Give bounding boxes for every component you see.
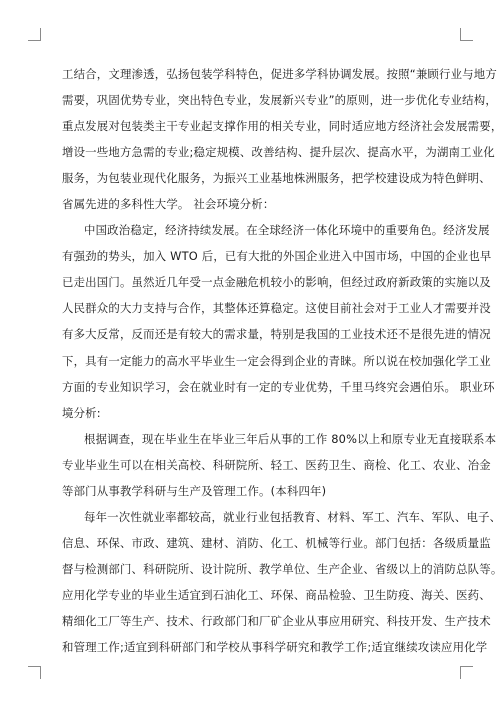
text-line: 督与检测部门、科研院所、设计院所、教学单位、生产企业、省级以上的消防总队等。 (62, 561, 502, 576)
text-line: 应用化学专业的毕业生适宜到石油化工、环保、商品检验、卫生防疫、海关、医药、 (62, 587, 491, 602)
text-line: 重点发展对包装类主干专业起支撑作用的相关专业，同时适应地方经济社会发展需要， (62, 119, 502, 134)
crop-mark-bottom-left (28, 666, 41, 679)
text-line: 需要，巩固优势专业，突出特色专业，发展新兴专业”的原则，进一步优化专业结构， (62, 93, 497, 108)
text-line: 和管理工作;适宜到科研部门和学校从事科学研究和教学工作;适宜继续攻读应用化学 (62, 640, 488, 655)
text-line: 根据调查，现在毕业生在毕业三年后从事的工作 80%以上和原专业无直接联系本 (84, 431, 497, 446)
text-line: 已走出国门。虽然近几年受一点金融危机较小的影响，但经过政府新政策的实施以及 (62, 275, 491, 290)
crop-mark-bottom-right (460, 666, 473, 679)
crop-mark-top-left (28, 28, 41, 41)
document-body (62, 61, 502, 660)
text-line: 精细化工厂等生产、技术、行政部门和厂矿企业从事应用研究、科技开发、生产技术 (62, 613, 491, 628)
text-line: 境分析: (62, 405, 101, 420)
text-line: 有强劲的势头，加入 WTO 后，已有大批的外国企业进入中国市场，中国的企业也早 (62, 249, 492, 264)
text-line: 人民群众的大力支持与合作，其整体还算稳定。这使目前社会对于工业人才需要并没 (62, 301, 491, 316)
text-line: 信息、环保、市政、建筑、建材、消防、化工、机械等行业。部门包括：各级质量监 (62, 535, 491, 550)
text-line: 方面的专业知识学习，会在就业时有一定的专业优势，千里马终究会遇伯乐。 职业环 (62, 379, 495, 394)
text-line: 下，具有一定能力的高水平毕业生一定会得到企业的青睐。所以说在校加强化学工业 (62, 353, 491, 368)
text-line: 有多大反常，反而还是有较大的需求量，特别是我国的工业技术还不是很先进的情况 (62, 327, 491, 342)
text-line: 每年一次性就业率都较高，就业行业包括教育、材料、军工、汽车、军队、电子、 (84, 509, 502, 524)
text-line: 省属先进的多科性大学。 社会环境分析： (62, 197, 275, 212)
text-line: 等部门从事教学科研与生产及管理工作。(本科四年) (62, 483, 327, 498)
text-line: 工结合，文理渗透，弘扬包装学科特色，促进多学科协调发展。按照“兼顾行业与地方 (62, 67, 497, 81)
text-line: 服务，为包装业现代化服务，为振兴工业基地株洲服务，把学校建设成为特色鲜明、 (62, 171, 491, 186)
text-line: 中国政治稳定，经济持续发展。在全球经济一体化环境中的重要角色。经济发展 (84, 223, 490, 238)
text-line: 增设一些地方急需的专业;稳定规模、改善结构、提升层次、提高水平，为湖南工业化 (62, 145, 495, 160)
crop-mark-top-right (460, 28, 473, 41)
text-line: 专业毕业生可以在相关高校、科研院所、轻工、医药卫生、商检、化工、农业、冶金 (62, 457, 491, 472)
